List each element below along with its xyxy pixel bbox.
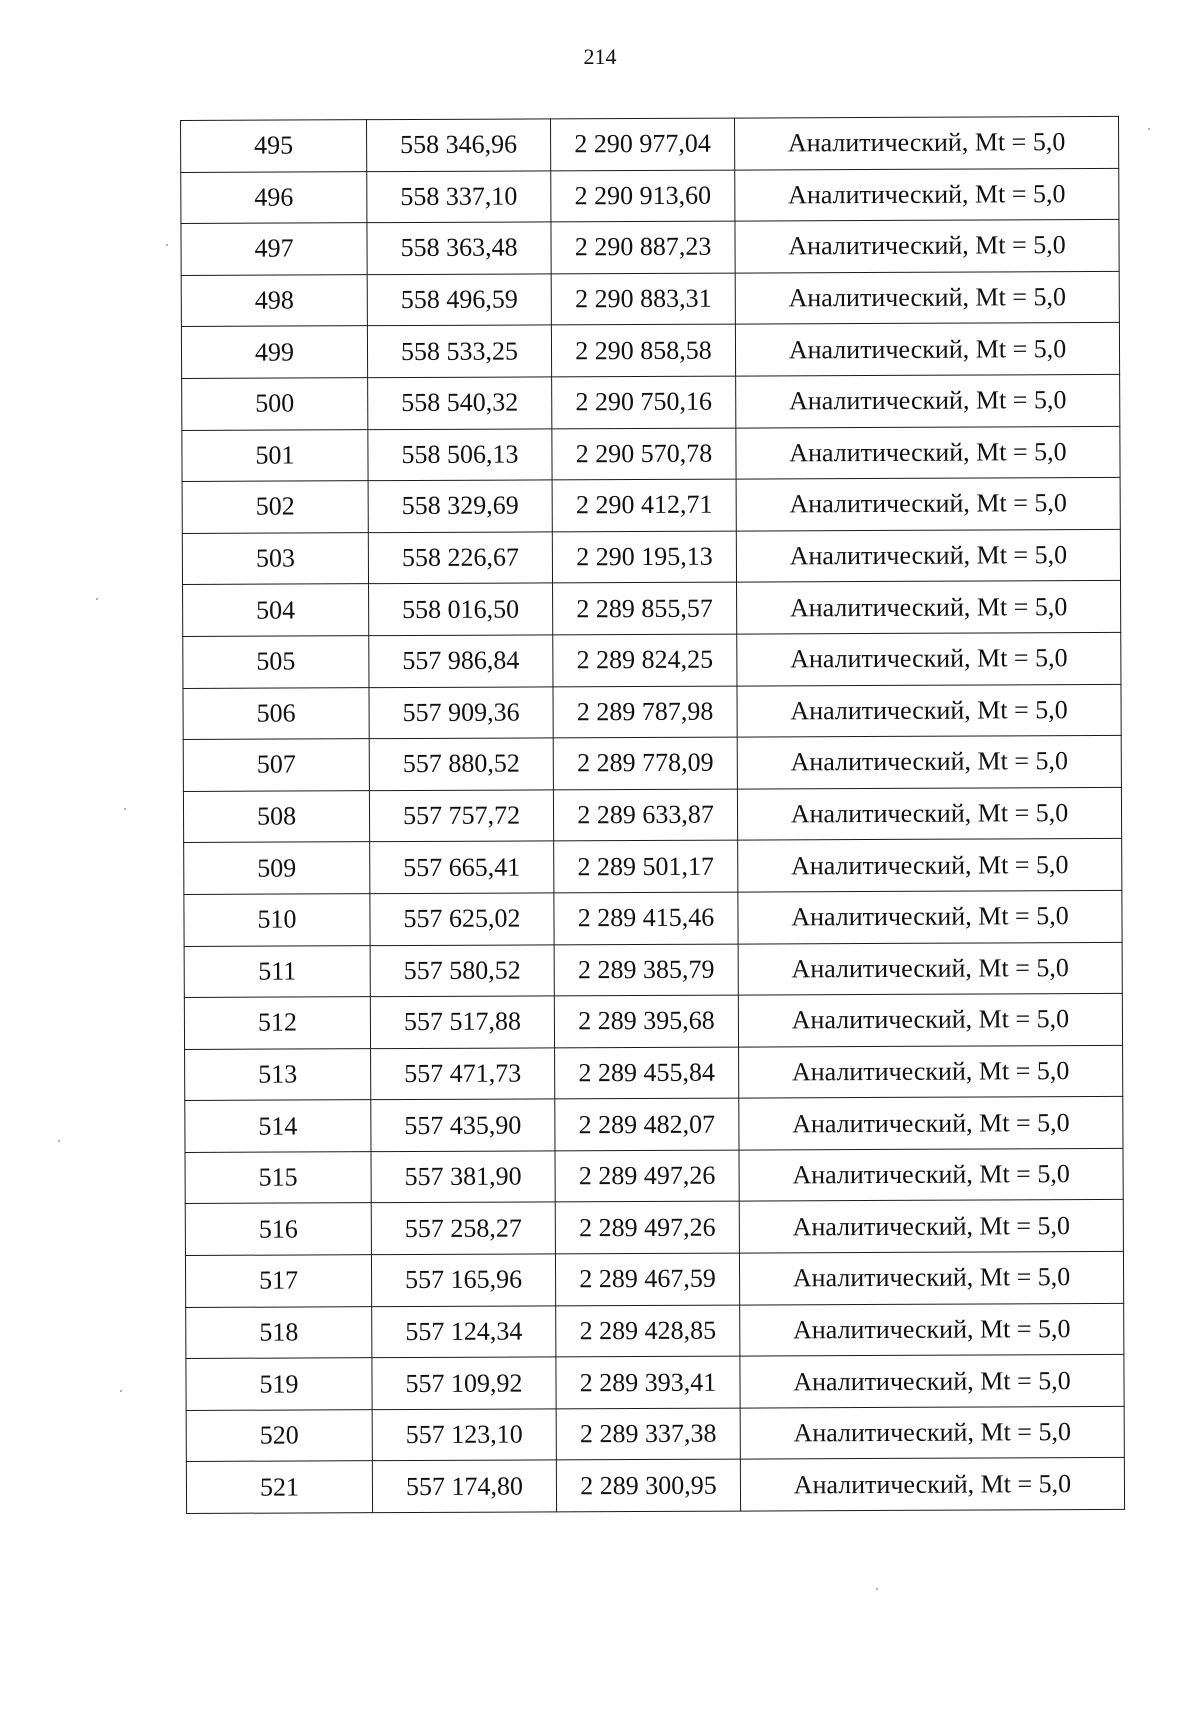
table-row [182,426,1120,482]
x-coordinate-cell: 558 533,25 [367,325,551,377]
method-cell: Аналитический, Mt = 5,0 [738,890,1122,943]
point-number-cell: 499 [181,326,367,378]
method-cell: Аналитический, Mt = 5,0 [736,426,1120,479]
table-row [182,478,1120,534]
x-coordinate-cell: 557 665,41 [370,841,554,893]
table-row [184,890,1122,946]
x-coordinate-cell: 557 517,88 [370,996,554,1048]
y-coordinate-cell: 2 289 497,26 [555,1202,739,1254]
x-coordinate-cell: 558 506,13 [368,428,552,480]
y-coordinate-cell: 2 290 977,04 [550,118,734,170]
table-row [184,993,1122,1049]
y-coordinate-cell: 2 289 455,84 [555,1047,739,1099]
point-number-cell: 496 [181,171,367,223]
point-number-cell: 502 [182,481,368,533]
method-cell: Аналитический, Mt = 5,0 [739,1045,1123,1098]
table-row [183,581,1121,637]
point-number-cell: 500 [182,378,368,430]
x-coordinate-cell: 557 880,52 [369,738,553,790]
point-number-cell: 512 [184,997,370,1049]
y-coordinate-cell: 2 289 428,85 [556,1305,740,1357]
y-coordinate-cell: 2 290 412,71 [552,479,736,531]
y-coordinate-cell: 2 290 858,58 [551,324,735,376]
method-cell: Аналитический, Mt = 5,0 [740,1355,1124,1408]
y-coordinate-cell: 2 290 887,23 [551,221,735,273]
y-coordinate-cell: 2 289 467,59 [555,1253,739,1305]
scan-speck [96,598,98,600]
point-number-cell: 521 [186,1461,372,1513]
method-cell: Аналитический, Mt = 5,0 [739,1200,1123,1253]
x-coordinate-cell: 558 540,32 [368,377,552,429]
table-row [184,839,1122,895]
x-coordinate-cell: 557 625,02 [370,893,554,945]
point-number-cell: 506 [183,687,369,739]
y-coordinate-cell: 2 289 395,68 [554,995,738,1047]
method-cell: Аналитический, Mt = 5,0 [740,1458,1124,1511]
point-number-cell: 513 [185,1048,371,1100]
y-coordinate-cell: 2 289 385,79 [554,944,738,996]
x-coordinate-cell: 558 226,67 [368,532,552,584]
method-cell: Аналитический, Mt = 5,0 [739,1251,1123,1304]
y-coordinate-cell: 2 289 482,07 [555,1098,739,1150]
method-cell: Аналитический, Mt = 5,0 [735,220,1119,273]
y-coordinate-cell: 2 290 883,31 [551,273,735,325]
table-row [183,787,1121,843]
table-row [181,271,1119,327]
table-row [184,942,1122,998]
table-row [183,684,1121,740]
point-number-cell: 510 [184,894,370,946]
page-number: 214 [583,44,617,69]
point-number-cell: 495 [181,120,367,172]
point-number-cell: 507 [183,739,369,791]
x-coordinate-cell: 558 363,48 [367,222,551,274]
point-number-cell: 518 [186,1306,372,1358]
y-coordinate-cell: 2 289 778,09 [553,737,737,789]
x-coordinate-cell: 557 909,36 [369,686,553,738]
point-number-cell: 498 [181,274,367,326]
scan-speck [124,808,126,810]
y-coordinate-cell: 2 290 913,60 [551,170,735,222]
method-cell: Аналитический, Mt = 5,0 [736,529,1120,582]
table-row [182,374,1120,430]
y-coordinate-cell: 2 289 855,57 [553,582,737,634]
y-coordinate-cell: 2 289 501,17 [554,840,738,892]
y-coordinate-cell: 2 289 300,95 [556,1460,740,1512]
point-number-cell: 520 [186,1410,372,1462]
table-row [185,1200,1123,1256]
point-number-cell: 515 [185,1152,371,1204]
x-coordinate-cell: 558 337,10 [367,170,551,222]
point-number-cell: 514 [185,1100,371,1152]
y-coordinate-cell: 2 290 195,13 [552,531,736,583]
point-number-cell: 517 [185,1255,371,1307]
table-row [185,1251,1123,1307]
x-coordinate-cell: 557 123,10 [372,1409,556,1461]
method-cell: Аналитический, Mt = 5,0 [735,168,1119,221]
table-row [185,1045,1123,1101]
table-row [181,116,1119,172]
coordinates-table [180,116,1125,1514]
method-cell: Аналитический, Mt = 5,0 [738,993,1122,1046]
x-coordinate-cell: 558 346,96 [367,119,551,171]
x-coordinate-cell: 557 109,92 [372,1357,556,1409]
point-number-cell: 508 [183,790,369,842]
y-coordinate-cell: 2 289 633,87 [553,789,737,841]
method-cell: Аналитический, Mt = 5,0 [738,839,1122,892]
table-row [183,632,1121,688]
table-row [186,1355,1124,1411]
method-cell: Аналитический, Mt = 5,0 [734,116,1118,169]
method-cell: Аналитический, Mt = 5,0 [740,1303,1124,1356]
x-coordinate-cell: 557 757,72 [369,790,553,842]
x-coordinate-cell: 557 435,90 [371,1099,555,1151]
scan-speck [1148,128,1150,130]
y-coordinate-cell: 2 290 570,78 [552,428,736,480]
method-cell: Аналитический, Mt = 5,0 [738,942,1122,995]
point-number-cell: 497 [181,223,367,275]
y-coordinate-cell: 2 289 824,25 [553,634,737,686]
method-cell: Аналитический, Mt = 5,0 [735,323,1119,376]
table-row [186,1406,1124,1462]
method-cell: Аналитический, Mt = 5,0 [737,684,1121,737]
x-coordinate-cell: 557 165,96 [371,1254,555,1306]
y-coordinate-cell: 2 289 497,26 [555,1150,739,1202]
y-coordinate-cell: 2 289 787,98 [553,686,737,738]
x-coordinate-cell: 557 986,84 [369,635,553,687]
table-row [181,168,1119,224]
scan-speck [166,244,168,246]
method-cell: Аналитический, Mt = 5,0 [736,478,1120,531]
scan-speck [58,1140,60,1142]
x-coordinate-cell: 557 471,73 [371,1048,555,1100]
x-coordinate-cell: 557 258,27 [371,1202,555,1254]
table-row [186,1458,1124,1514]
scan-speck [120,1390,122,1392]
table-row [186,1303,1124,1359]
method-cell: Аналитический, Mt = 5,0 [740,1406,1124,1459]
table-row [182,529,1120,585]
method-cell: Аналитический, Mt = 5,0 [739,1148,1123,1201]
point-number-cell: 504 [183,584,369,636]
point-number-cell: 511 [184,945,370,997]
point-number-cell: 505 [183,636,369,688]
point-number-cell: 509 [184,842,370,894]
table-row [185,1148,1123,1204]
point-number-cell: 503 [182,532,368,584]
y-coordinate-cell: 2 289 393,41 [556,1356,740,1408]
x-coordinate-cell: 558 496,59 [367,274,551,326]
table-row [185,1097,1123,1153]
x-coordinate-cell: 557 124,34 [372,1306,556,1358]
method-cell: Аналитический, Mt = 5,0 [737,736,1121,789]
x-coordinate-cell: 558 016,50 [369,583,553,635]
method-cell: Аналитический, Mt = 5,0 [737,632,1121,685]
coordinates-table-body [181,116,1125,1513]
y-coordinate-cell: 2 289 337,38 [556,1408,740,1460]
method-cell: Аналитический, Mt = 5,0 [736,374,1120,427]
y-coordinate-cell: 2 289 415,46 [554,892,738,944]
y-coordinate-cell: 2 290 750,16 [552,376,736,428]
table-row [183,736,1121,792]
method-cell: Аналитический, Mt = 5,0 [735,271,1119,324]
method-cell: Аналитический, Mt = 5,0 [737,581,1121,634]
method-cell: Аналитический, Mt = 5,0 [739,1097,1123,1150]
method-cell: Аналитический, Mt = 5,0 [737,787,1121,840]
table-row [181,323,1119,379]
point-number-cell: 519 [186,1358,372,1410]
point-number-cell: 501 [182,429,368,481]
x-coordinate-cell: 557 381,90 [371,1151,555,1203]
x-coordinate-cell: 557 580,52 [370,944,554,996]
x-coordinate-cell: 557 174,80 [372,1460,556,1512]
point-number-cell: 516 [185,1203,371,1255]
table-row [181,220,1119,276]
scan-speck [876,1588,878,1590]
x-coordinate-cell: 558 329,69 [368,480,552,532]
